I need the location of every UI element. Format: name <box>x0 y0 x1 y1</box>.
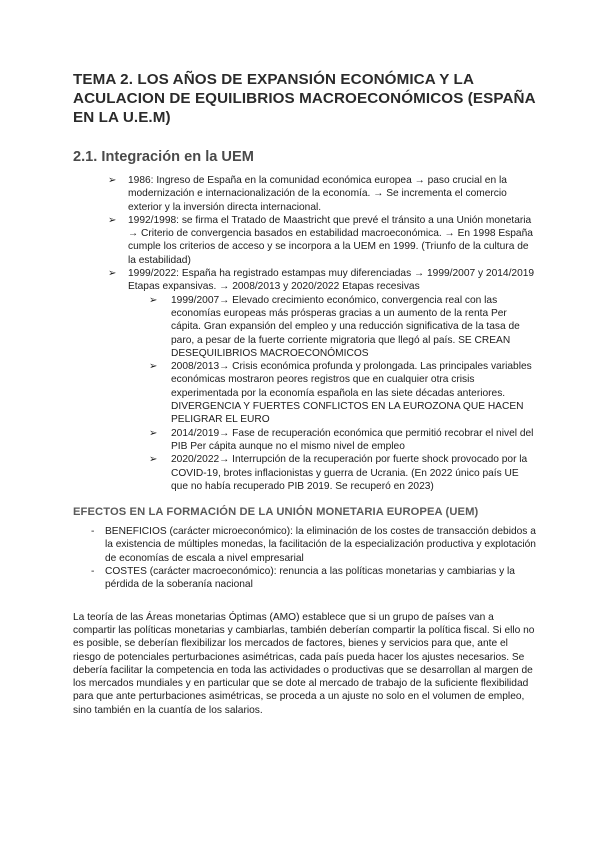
sub-list-item-text: 2020/2022→ Interrupción de la recuperación por fuerte shock provocado por la COVID-19, brotes inflacionistas y guerra de Ucrania. (En 2022 único país UE que no había recuperado PIB 2019. Se recuperó en 2023) <box>171 454 528 492</box>
sub-bullet-list <box>128 294 538 493</box>
arrow-bullet-icon: ➢ <box>108 214 117 226</box>
body-paragraph: La teoría de las Áreas monetarias Óptimas (AMO) establece que si un grupo de países van a compartir las políticas monetarias y cambiarlas, también deberían compartir la política fiscal. Si ello no es posible, se deberían flexibilizar los mercados de factores, bienes y servicios para que, ante el riesgo de potenciales perturbaciones asimétricas, cada país pueda hacer los ajustes necesarios. Se debería facilitar la competencia en toda las actividades o productivas que se desarrollan al margen de los mercados mundiales y en particular que se dote al mercado de trabajo de la suficiente flexibilidad para que ante perturbaciones asimétricas, se proceda a un ajuste no solo en el volumen de empleo, sino también en la cuantía de los salarios. <box>73 611 535 716</box>
list-item-text: COSTES (carácter macroeconómico): renuncia a las políticas monetarias y cambiarias y la pérdida de la soberanía nacional <box>105 566 515 591</box>
list-item-text: 1986: Ingreso de España en la comunidad económica europea → paso crucial en la modernización e internacionalización de la economía. → Se incrementa el comercio exterior y la inversión directa internacional. <box>128 175 507 213</box>
arrow-bullet-icon: ➢ <box>149 427 158 439</box>
arrow-bullet-icon: ➢ <box>149 361 158 373</box>
list-item <box>108 214 538 267</box>
sub-list-item <box>149 360 538 426</box>
sub-list-item-text: 2014/2019→ Fase de recuperación económica que permitió recobrar el nivel del PIB Per cápita aunque no el mismo nivel de empleo <box>171 427 534 452</box>
list-item-text: 1992/1998: se firma el Tratado de Maastricht que prevé el tránsito a una Unión monetaria → Criterio de convergencia basados en estabilidad macroeconómica. → En 1998 España cumple los criterios de acceso y se incorpora a la UEM en 1999. (Triunfo de la cultura de la estabilidad) <box>128 214 533 266</box>
list-item <box>108 267 538 493</box>
dash-bullet-icon: - <box>91 526 95 538</box>
sub-list-item <box>149 453 538 493</box>
arrow-bullet-icon: ➢ <box>149 454 158 466</box>
effects-list <box>73 525 538 591</box>
sub-list-item-text: 2008/2013→ Crisis económica profunda y prolongada. Las principales variables económicas mostraron peores registros que en cualquier otra crisis experimentada por la economía española en las siete décadas anteriores. DIVERGENCIA Y FUERTES CONFLICTOS EN LA EUROZONA QUE HACEN PELIGRAR EL EURO <box>171 361 532 426</box>
arrow-bullet-icon: ➢ <box>149 294 158 306</box>
arrow-bullet-icon: ➢ <box>108 175 117 186</box>
document-title: TEMA 2. LOS AÑOS DE EXPANSIÓN ECONÓMICA Y LA ACULACION DE EQUILIBRIOS MACROECONÓMICOS (ESPAÑA EN LA U.E.M) <box>73 71 536 126</box>
dash-bullet-icon: - <box>91 566 95 578</box>
sub-list-item <box>149 294 538 360</box>
main-bullet-list <box>73 174 538 493</box>
arrow-bullet-icon: ➢ <box>108 268 117 280</box>
list-item <box>108 174 538 214</box>
list-item-text: 1999/2022: España ha registrado estampas muy diferenciadas → 1999/2007 y 2014/2019 Etapas expansivas. → 2008/2013 y 2020/2022 Etapas recesivas <box>128 268 535 293</box>
list-item-text: BENEFICIOS (carácter microeconómico): la eliminación de los costes de transacción debidos a la existencia de múltiples monedas, la facilitación de la especialización productiva y explotación de economías de escala a nivel empresarial <box>105 526 536 564</box>
effects-heading: EFECTOS EN LA FORMACIÓN DE LA UNIÓN MONETARIA EUROPEA (UEM) <box>73 506 479 519</box>
list-item <box>91 565 538 592</box>
sub-list-item <box>149 427 538 454</box>
sub-list-item-text: 1999/2007→ Elevado crecimiento económico, convergencia real con las economías europeas más prósperas gracias a un aumento de la renta Per cápita. Gran expansión del empleo y una reducción significativa de la tasa de paro, a pesar de la fuerte corriente migratoria que llegó al país. SE CREAN DESEQUILIBRIOS MACROECONÓMICOS <box>171 294 520 359</box>
list-item <box>91 525 538 565</box>
section-heading: 2.1. Integración en la UEM <box>73 149 254 165</box>
